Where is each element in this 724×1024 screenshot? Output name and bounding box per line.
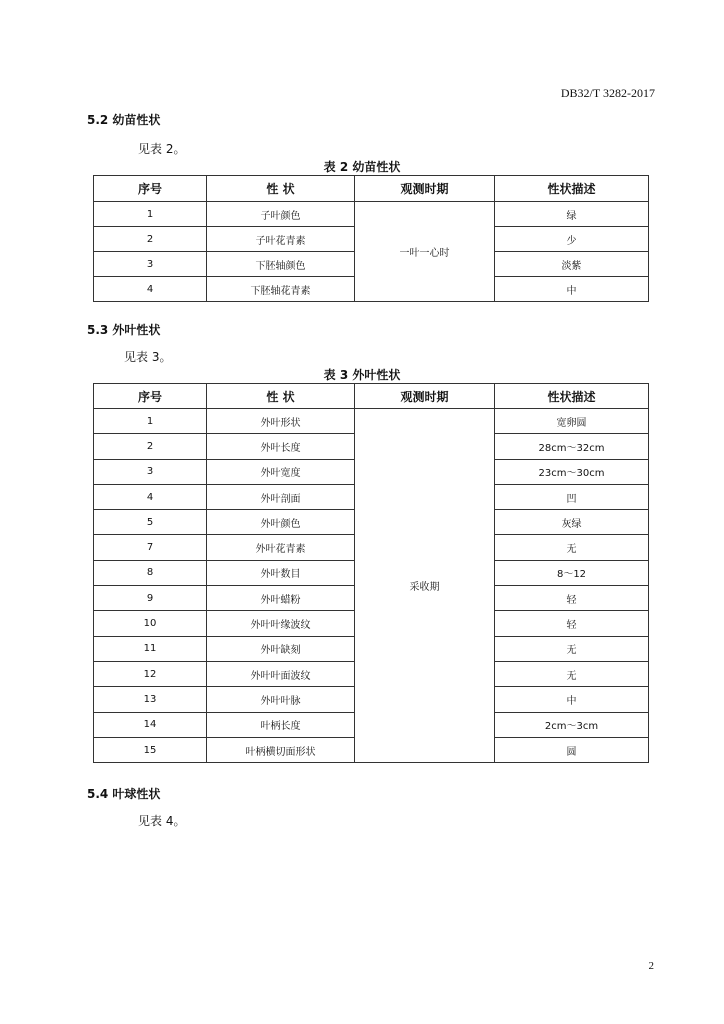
row-number: 2	[94, 434, 207, 459]
table-header-row	[94, 176, 649, 202]
table-3-caption: 表 3 外叶性状	[323, 368, 401, 382]
row-number: 7	[94, 535, 207, 560]
trait-description: 轻	[495, 586, 649, 611]
trait-description: 28cm～32cm	[495, 434, 649, 459]
column-header-period: 观测时期	[355, 384, 495, 409]
trait-description: 淡紫	[495, 252, 649, 277]
trait-name: 外叶叶缘波纹	[207, 611, 355, 636]
trait-description: 轻	[495, 611, 649, 636]
row-number: 13	[94, 687, 207, 712]
trait-name: 叶柄长度	[207, 712, 355, 737]
trait-description: 中	[495, 687, 649, 712]
row-number: 8	[94, 560, 207, 585]
observation-period: 一叶一心时	[355, 202, 495, 302]
trait-description: 绿	[495, 202, 649, 227]
row-number: 11	[94, 636, 207, 661]
row-number: 10	[94, 611, 207, 636]
trait-name: 下胚轴花青素	[207, 277, 355, 302]
section-5-2-reference: 见表 2。	[138, 142, 186, 156]
trait-name: 外叶宽度	[207, 459, 355, 484]
column-header-number: 序号	[94, 176, 207, 202]
trait-description: 圆	[495, 737, 649, 762]
table-header-row	[94, 384, 649, 409]
trait-name: 外叶叶脉	[207, 687, 355, 712]
row-number: 3	[94, 252, 207, 277]
outer-leaf-traits-table	[93, 383, 649, 763]
trait-description: 无	[495, 636, 649, 661]
trait-name: 外叶形状	[207, 409, 355, 434]
table-2-caption: 表 2 幼苗性状	[323, 160, 401, 174]
row-number: 1	[94, 409, 207, 434]
table-row	[94, 409, 649, 434]
row-number: 12	[94, 661, 207, 686]
trait-name: 外叶花青素	[207, 535, 355, 560]
trait-name: 子叶颜色	[207, 202, 355, 227]
trait-description: 2cm～3cm	[495, 712, 649, 737]
trait-description: 凹	[495, 484, 649, 509]
section-5-3-heading: 5.3 外叶性状	[87, 323, 161, 337]
trait-description: 无	[495, 535, 649, 560]
trait-description: 8～12	[495, 560, 649, 585]
section-5-2-heading: 5.2 幼苗性状	[87, 113, 161, 127]
column-header-trait: 性 状	[207, 176, 355, 202]
page-number: 2	[648, 960, 654, 972]
row-number: 5	[94, 510, 207, 535]
column-header-description: 性状描述	[495, 384, 649, 409]
column-header-period: 观测时期	[355, 176, 495, 202]
row-number: 2	[94, 227, 207, 252]
row-number: 15	[94, 737, 207, 762]
observation-period: 采收期	[355, 409, 495, 763]
row-number: 9	[94, 586, 207, 611]
trait-name: 外叶蜡粉	[207, 586, 355, 611]
standard-code: DB32/T 3282-2017	[560, 86, 655, 100]
trait-name: 外叶颜色	[207, 510, 355, 535]
row-number: 3	[94, 459, 207, 484]
trait-name: 子叶花青素	[207, 227, 355, 252]
row-number: 1	[94, 202, 207, 227]
row-number: 4	[94, 484, 207, 509]
trait-description: 中	[495, 277, 649, 302]
row-number: 4	[94, 277, 207, 302]
trait-description: 宽卵圆	[495, 409, 649, 434]
section-5-3-reference: 见表 3。	[124, 350, 172, 364]
trait-name: 下胚轴颜色	[207, 252, 355, 277]
column-header-description: 性状描述	[495, 176, 649, 202]
trait-name: 外叶缺刻	[207, 636, 355, 661]
section-5-4-reference: 见表 4。	[138, 814, 186, 828]
trait-description: 23cm～30cm	[495, 459, 649, 484]
column-header-number: 序号	[94, 384, 207, 409]
trait-name: 外叶数目	[207, 560, 355, 585]
trait-name: 外叶长度	[207, 434, 355, 459]
trait-description: 灰绿	[495, 510, 649, 535]
trait-name: 叶柄横切面形状	[207, 737, 355, 762]
column-header-trait: 性 状	[207, 384, 355, 409]
trait-description: 少	[495, 227, 649, 252]
section-5-4-heading: 5.4 叶球性状	[87, 787, 161, 801]
row-number: 14	[94, 712, 207, 737]
trait-name: 外叶叶面波纹	[207, 661, 355, 686]
table-row	[94, 202, 649, 227]
trait-description: 无	[495, 661, 649, 686]
trait-name: 外叶剖面	[207, 484, 355, 509]
seedling-traits-table	[93, 175, 649, 302]
